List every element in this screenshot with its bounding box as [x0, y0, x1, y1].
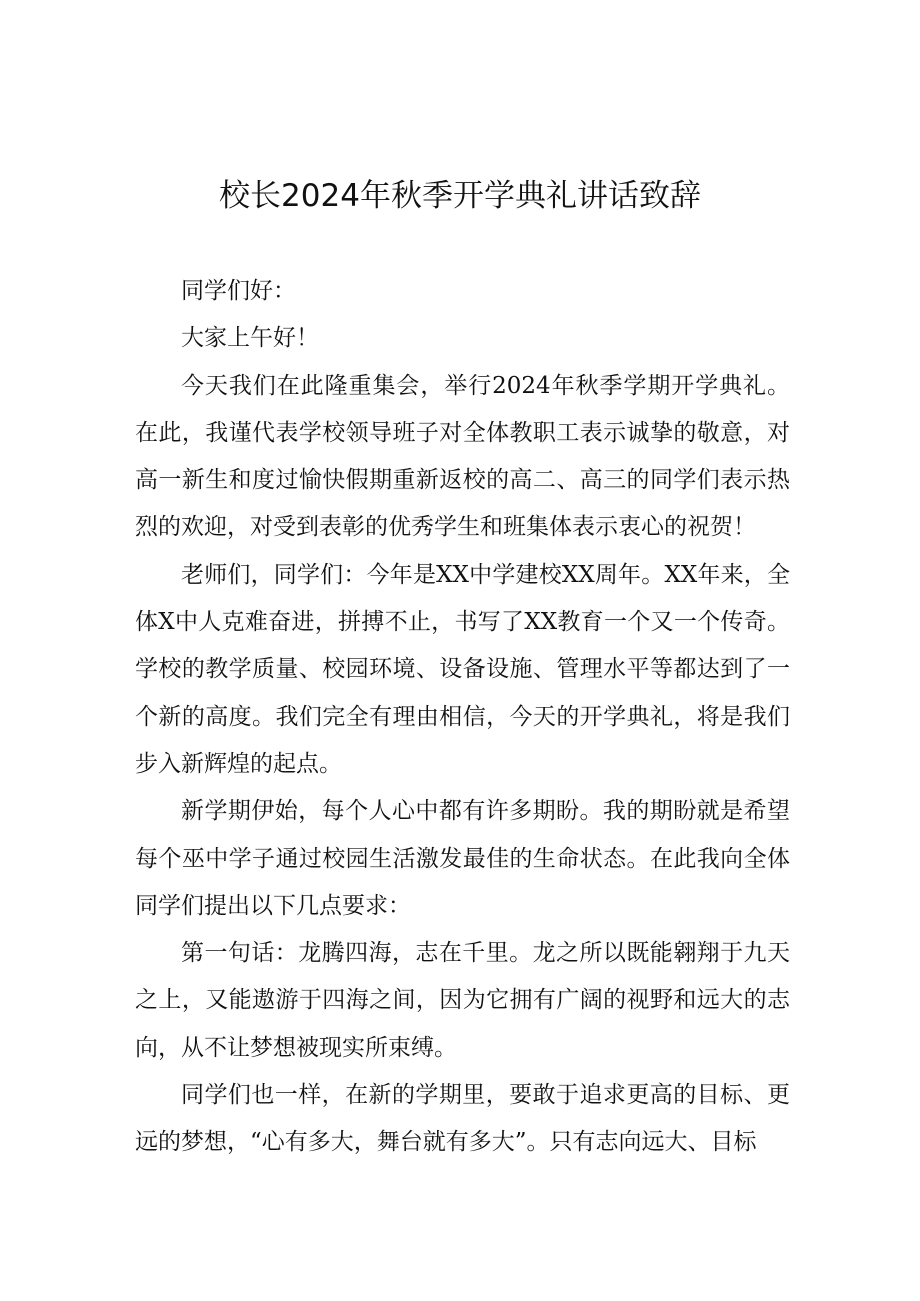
paragraph-first-saying: 第一句话：龙腾四海，志在千里。龙之所以既能翱翔于九天之上，又能遨游于四海之间，因为它拥有广阔的视野和远大的志向，从不让梦想被现实所束缚。	[135, 940, 790, 1061]
document-body	[135, 268, 790, 1167]
greeting-morning: 大家上午好！	[181, 325, 319, 352]
paragraph-ambition: 同学们也一样，在新的学期里，要敢于追求更高的目标、更远的梦想，“心有多大，舞台就有多大”。只有志向远大、目标	[135, 1082, 790, 1156]
paragraph-opening: 今天我们在此隆重集会，举行2024年秋季学期开学典礼。在此，我谨代表学校领导班子对全体教职工表示诚挚的敬意，对高一新生和度过愉快假期重新返校的高二、高三的同学们表示热烈的欢迎，对受到表彰的优秀学生和班集体表示衷心的祝贺！	[135, 372, 790, 541]
paragraph-anniversary: 老师们，同学们：今年是XX中学建校XX周年。XX年来，全体X中人克难奋进，拼搏不止，书写了XX教育一个又一个传奇。学校的教学质量、校园环境、设备设施、管理水平等都达到了一个新的高度。我们完全有理由相信，今天的开学典礼，将是我们步入新辉煌的起点。	[135, 561, 790, 777]
greeting-students: 同学们好：	[181, 278, 296, 304]
paragraph-expectations: 新学期伊始，每个人心中都有许多期盼。我的期盼就是希望每个巫中学子通过校园生活激发最佳的生命状态。在此我向全体同学们提出以下几点要求：	[135, 798, 790, 919]
page-title: 校长2024年秋季开学典礼讲话致辞	[219, 178, 701, 214]
